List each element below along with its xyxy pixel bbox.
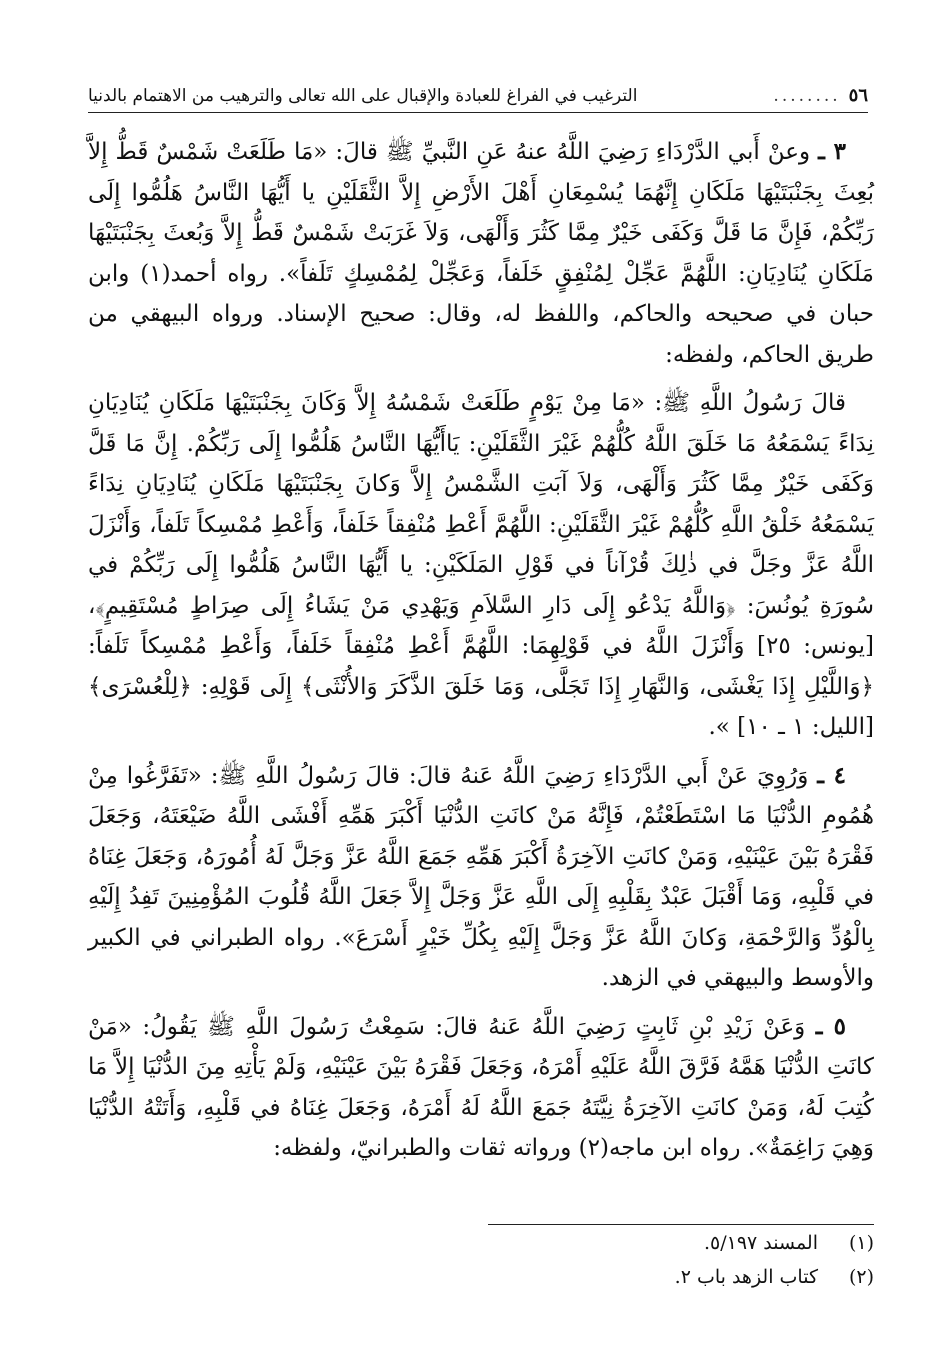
running-header bbox=[88, 84, 868, 108]
header-rule bbox=[88, 112, 868, 113]
paragraph-text: قالَ رَسُولُ اللَّهِ ﷺ: «مَا مِنْ يَوْمٍ طَلَعَتْ شَمْسُهُ إِلاَّ وَكَانَ بِجَنْبَتَيْهَا مَلَكَانِ يُنَادِيَانِ نِدَاءً يَسْمَعُهُ مَا خَلَقَ اللَّهُ كُلُّهُمْ غَيْرَ الثَّقَلَيْنِ: يَاأَيُّهَا النَّاسُ هَلُمُّوا إِلَى رَبِّكُمْ. إِنَّ مَا قَلَّ وَكَفَى خَيْرٌ مِمَّا كَثُرَ وَأَلْهَى، وَلاَ آبَتِ الشَّمْسُ إِلاَّ وَكانَ بِجَنْبَتَيْهَا مَلَكَانِ يُنَادِيَانِ نِدَاءً يَسْمَعُهُ خَلْقُ اللَّهِ كُلُّهُمْ غَيْرَ الثَّقَلَيْنِ: اللَّهُمَّ أَعْطِ مُنْفِقاً خَلَفاً، وَأَعْطِ مُمْسِكاً تَلَفاً، وَأَنْزَلَ اللَّهُ عَزَّ وجَلَّ في ذٰلِكَ قُرْآناً في قَوْلِ المَلَكَيْنِ: يا أَيُّهَا النَّاسُ هَلُمُّوا إِلَى رَبِّكُمْ في سُورَةِ يُونُسَ: ﴿وَاللَّهُ يَدْعُو إِلَى دَارِ السَّلاَمِ وَيَهْدِي مَنْ يَشَاءُ إِلَى صِرَاطٍ مُسْتَقِيمٍ﴾، [يونس: ٢٥] وَأَنْزَلَ اللَّهُ في قَوْلِهِمَا: اللَّهُمَّ أَعْطِ مُنْفِقاً خَلَفاً، وَأَعْطِ مُمْسِكاً تَلَفاً: ﴿وَاللَّيْلِ إِذَا يَغْشَى، وَالنَّهَارِ إِذَا تَجَلَّى، وَمَا خَلَقَ الذَّكَرَ وَالأُنْثَى﴾ إِلَى قَوْلِهِ: ﴿لِلْعُسْرَى﴾ [الليل: ١ ـ ١٠] ». bbox=[88, 390, 874, 740]
footnotes bbox=[88, 1226, 874, 1294]
paragraph-text: وعنْ أَبي الدَّرْدَاءِ رَضِيَ اللَّهُ عنهُ عَنِ النَّبيِّ ﷺ قالَ: «مَا طَلَعَتْ شَمْسٌ قَطُّ إِلاَّ بُعِثَ بِجَنْبَتَيْهَا مَلَكَانِ إِنَّهُمَا يُسْمِعَانِ أَهْلَ الأَرْضِ إِلاَّ الثَّقَلَيْنِ يا أَيُّهَا النَّاسُ هَلُمُّوا إِلَى رَبِّكُمْ، فَإِنَّ مَا قَلَّ وَكَفَى خَيْرٌ مِمَّا كَثُرَ وَأَلْهَى، وَلاَ غَرَبَتْ شَمْسٌ قَطُّ إِلاَّ وَبُعثَ بِجَنْبَتَيْهَا مَلَكَانِ يُنَادِيَانِ: اللَّهُمَّ عَجِّلْ لِمُنْفِقٍ خَلَفاً، وَعَجِّلْ لِمُمْسِكٍ تَلَفاً». رواه أحمد(١) وابن حبان في صحيحه والحاكم، واللفظ له، وقال: صحيح الإسناد. ورواه البيهقي من طريق الحاكم، ولفظه: bbox=[88, 139, 874, 368]
footnote-text: كتاب الزهد باب ٢. bbox=[674, 1266, 818, 1288]
header-leader-dots: ........ bbox=[773, 86, 841, 106]
footnote-text: المسند ٥/١٩٧. bbox=[703, 1232, 818, 1254]
paragraph-text: وَرُوِيَ عَنْ أَبي الدَّرْدَاءِ رَضِيَ اللَّهُ عَنهُ قالَ: قالَ رَسُولُ اللَّهِ ﷺ: «تَفَرَّغُوا مِنْ هُمُومِ الدُّنْيَا مَا اسْتَطَعْتُمْ، فَإِنَّهُ مَنْ كانَتِ الدُّنْيَا أَكْبَرَ هَمِّهِ أَفْشَى اللَّهُ ضَيْعَتَهُ، وَجَعَلَ فَقْرَهُ بَيْنَ عَيْنَيْهِ، وَمَنْ كانَتِ الآخِرَةُ أَكْبَرَ هَمِّهِ جَمَعَ اللَّهُ عَزَّ وَجَلَّ لَهُ أُمُورَهُ، وَجَعَلَ غِنَاهُ في قَلْبِهِ، وَمَا أَقْبَلَ عَبْدٌ بِقَلْبِهِ إِلَى اللَّهِ عَزَّ وَجَلَّ إِلاَّ جَعَلَ اللَّهُ قُلُوبَ المُؤْمِنِينَ تَفِدُ إِلَيْهِ بِالْوُدِّ وَالرَّحْمَةِ، وَكانَ اللَّهُ عَزَّ وَجَلَّ إِلَيْهِ بِكُلِّ خَيْرٍ أَسْرَعَ». رواه الطبراني في الكبير والأوسط والبيهقي في الزهد. bbox=[88, 762, 874, 991]
paragraph-text: وَعَنْ زَيْدِ بْنِ ثَابِتٍ رَضِيَ اللَّهُ عَنهُ قالَ: سَمِعْتُ رَسُولَ اللَّهِ ﷺ يَقُولُ: «مَنْ كانَتِ الدُّنْيَا هَمَّهُ فَرَّقَ اللَّهُ عَلَيْهِ أَمْرَهُ، وَجَعَلَ فَقْرَهُ بَيْنَ عَيْنَيْهِ، وَلَمْ يَأْتِهِ مِنَ الدُّنْيَا إِلاَّ مَا كُتِبَ لَهُ، وَمَنْ كانَتِ الآخِرَةُ نِيَّتَهُ جَمَعَ اللَّهُ لَهُ أَمْرَهُ، وَجَعَلَ غِنَاهُ في قَلْبِهِ، وَأَتَتْهُ الدُّنْيَا وَهِيَ رَاغِمَةٌ». رواه ابن ماجه(٢) ورواته ثقات والطبرانيّ، ولفظه: bbox=[88, 1013, 874, 1161]
hadith-paragraph-3 bbox=[88, 132, 874, 375]
hadith-paragraph-3-cont bbox=[88, 383, 874, 748]
footnote-rule bbox=[488, 1224, 874, 1225]
main-text bbox=[88, 132, 874, 1177]
hadith-paragraph-5 bbox=[88, 1007, 874, 1169]
footnote-number: (١) bbox=[848, 1232, 874, 1254]
page-number: ٥٦ bbox=[848, 85, 868, 106]
running-title: الترغيب في الفراغ للعبادة والإقبال على الله تعالى والترهيب من الاهتمام بالدنيا bbox=[88, 86, 638, 106]
hadith-paragraph-4 bbox=[88, 756, 874, 999]
footnote-item bbox=[88, 1260, 874, 1294]
footnote-item bbox=[88, 1226, 874, 1260]
hadith-number: ٥ ـ bbox=[815, 1012, 846, 1040]
hadith-number: ٣ ـ bbox=[818, 138, 847, 165]
footnote-number: (٢) bbox=[848, 1266, 874, 1288]
hadith-number: ٤ ـ bbox=[817, 761, 846, 789]
